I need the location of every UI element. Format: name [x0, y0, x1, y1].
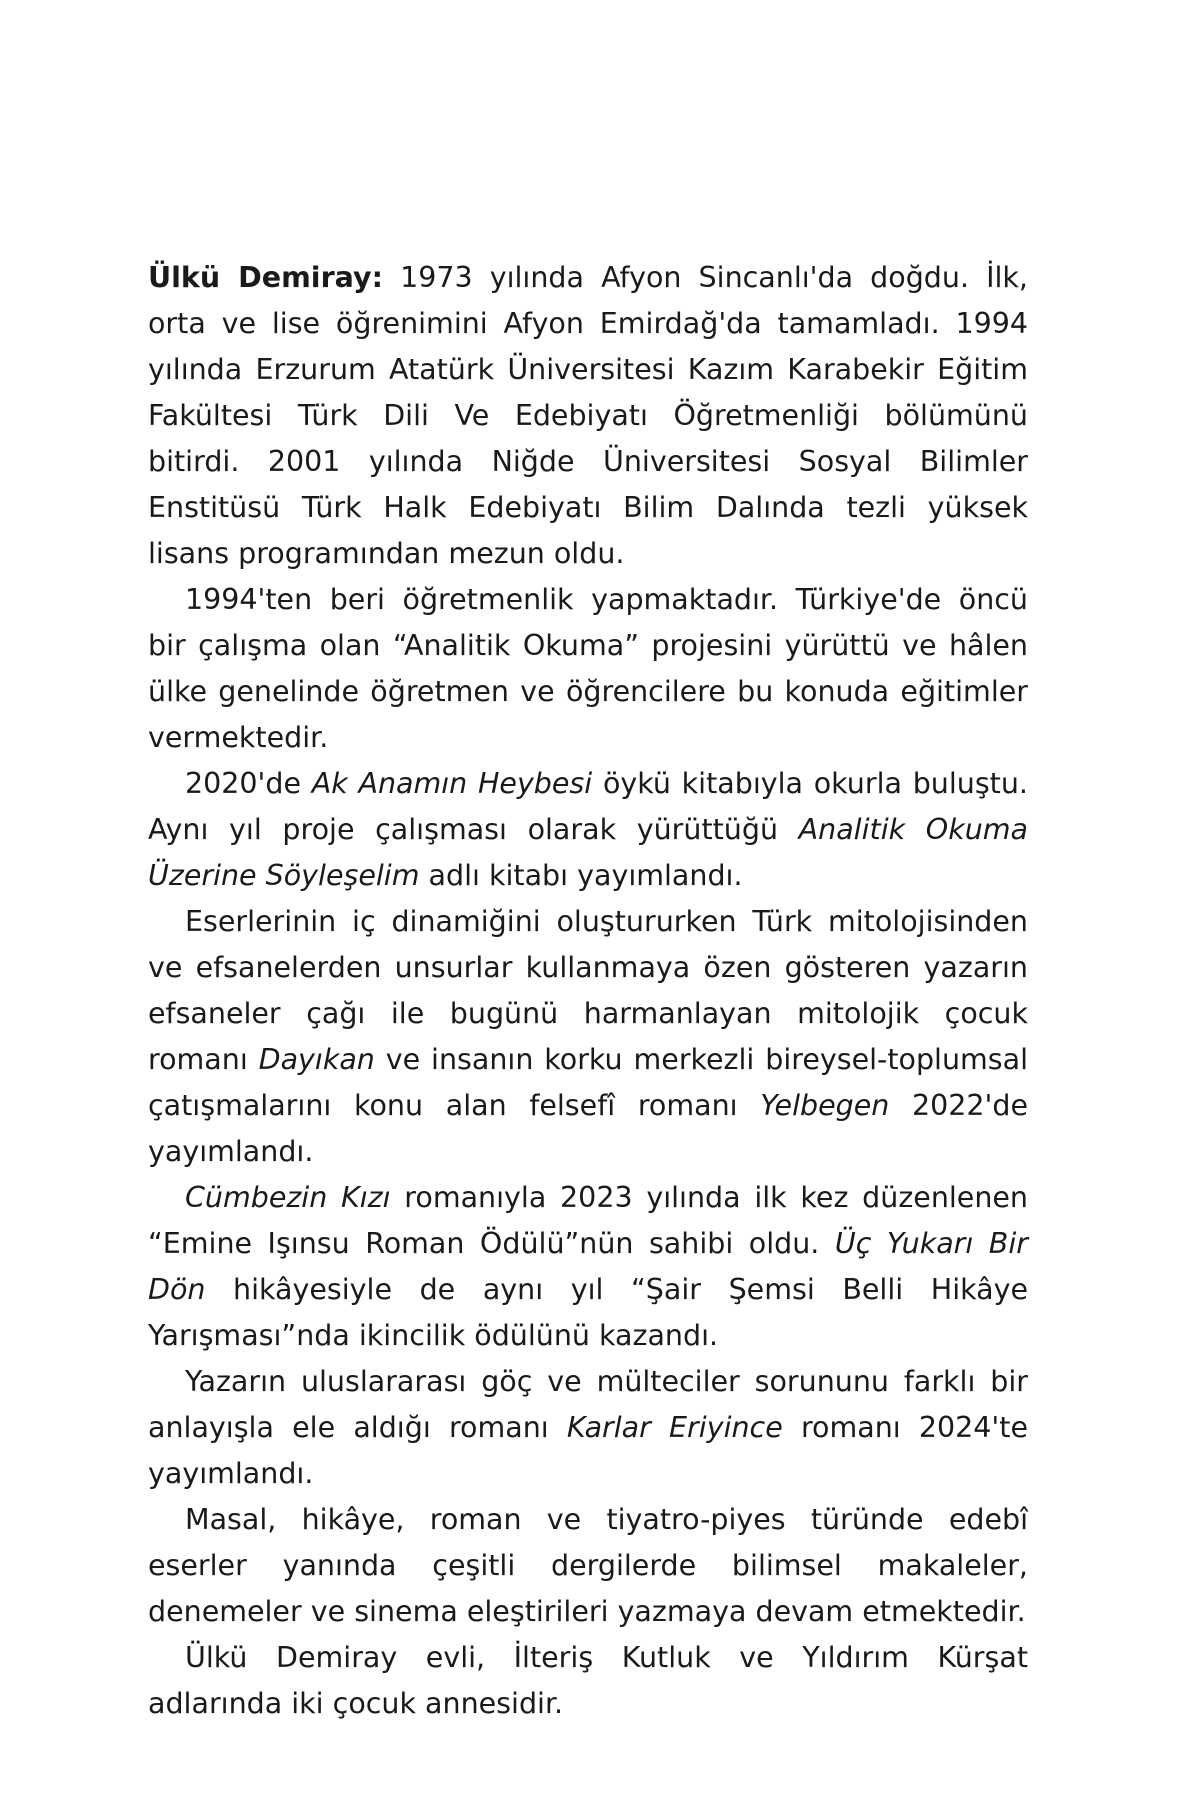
text-segment: romanı 2024'te yayımlandı.: [148, 1411, 1028, 1490]
author-bio-page: [148, 255, 1028, 1727]
book-title: Yelbegen: [760, 1089, 890, 1122]
text-segment: 2020'de: [185, 767, 312, 800]
bio-paragraph-3: [148, 761, 1028, 899]
book-title: Analitik Okuma Üzerine Söyleşelim: [148, 813, 1028, 892]
text-segment: öykü kitabıyla okurla buluştu. Aynı yıl proje çalışması olarak yürüttüğü: [148, 767, 1028, 846]
bio-paragraph-7: Masal, hikâye, roman ve tiyatro-piyes türünde edebî eserler yanında çeşitli dergilerde bilimsel makaleler, denemeler ve sinema eleştirileri yazmaya devam etmektedir.: [148, 1503, 1028, 1628]
book-title: Karlar Eriyince: [566, 1411, 783, 1444]
text-segment: Yazarın uluslararası göç ve mülteciler sorununu farklı bir anlayışla ele aldığı romanı: [148, 1365, 1028, 1444]
bio-paragraph-1-text: 1973 yılında Afyon Sincanlı'da doğdu. İlk, orta ve lise öğrenimini Afyon Emirdağ'da tamamladı. 1994 yılında Erzurum Atatürk Üniversitesi Kazım Karabekir Eğitim Fakültesi Türk Dili Ve Edebiyatı Öğretmenliği bölümünü bitirdi. 2001 yılında Niğde Üniversitesi Sosyal Bilimler Enstitüsü Türk Halk Edebiyatı Bilim Dalında tezli yüksek lisans programından mezun oldu.: [148, 261, 1028, 570]
text-segment: adlı kitabı yayımlandı.: [419, 859, 743, 892]
text-segment: hikâyesiyle de aynı yıl “Şair Şemsi Belli Hikâye Yarışması”nda ikincilik ödülünü kazandı.: [148, 1273, 1028, 1352]
bio-paragraph-5: [148, 1175, 1028, 1359]
book-title: Dayıkan: [258, 1043, 375, 1076]
bio-paragraph-2: 1994'ten beri öğretmenlik yapmaktadır. Türkiye'de öncü bir çalışma olan “Analitik Okuma” projesini yürüttü ve hâlen ülke genelinde öğretmen ve öğrencilere bu konuda eğitimler vermektedir.: [148, 583, 1028, 754]
text-segment: ve insanın korku merkezli bireysel-toplumsal çatışmalarını konu alan felsefî romanı: [148, 1043, 1029, 1122]
book-title: Üç Yukarı Bir Dön: [148, 1227, 1028, 1306]
text-segment: 2022'de yayımlandı.: [148, 1089, 1028, 1168]
text-segment: Eserlerinin iç dinamiğini oluştururken Türk mitolojisinden ve efsanelerden unsurlar kullanmaya özen gösteren yazarın efsaneler çağı ile bugünü harmanlayan mitolojik çocuk romanı: [148, 905, 1028, 1076]
author-name: Ülkü Demiray:: [148, 261, 383, 294]
text-segment: romanıyla 2023 yılında ilk kez düzenlenen “Emine Işınsu Roman Ödülü”nün sahibi oldu.: [148, 1181, 1028, 1260]
book-title: Ak Anamın Heybesi: [311, 767, 593, 800]
bio-paragraph-1: [148, 255, 1028, 577]
bio-paragraph-4: [148, 899, 1028, 1175]
bio-paragraph-8: Ülkü Demiray evli, İlteriş Kutluk ve Yıldırım Kürşat adlarında iki çocuk annesidir.: [148, 1641, 1028, 1720]
bio-paragraph-6: [148, 1359, 1028, 1497]
book-title: Cümbezin Kızı: [185, 1181, 391, 1214]
